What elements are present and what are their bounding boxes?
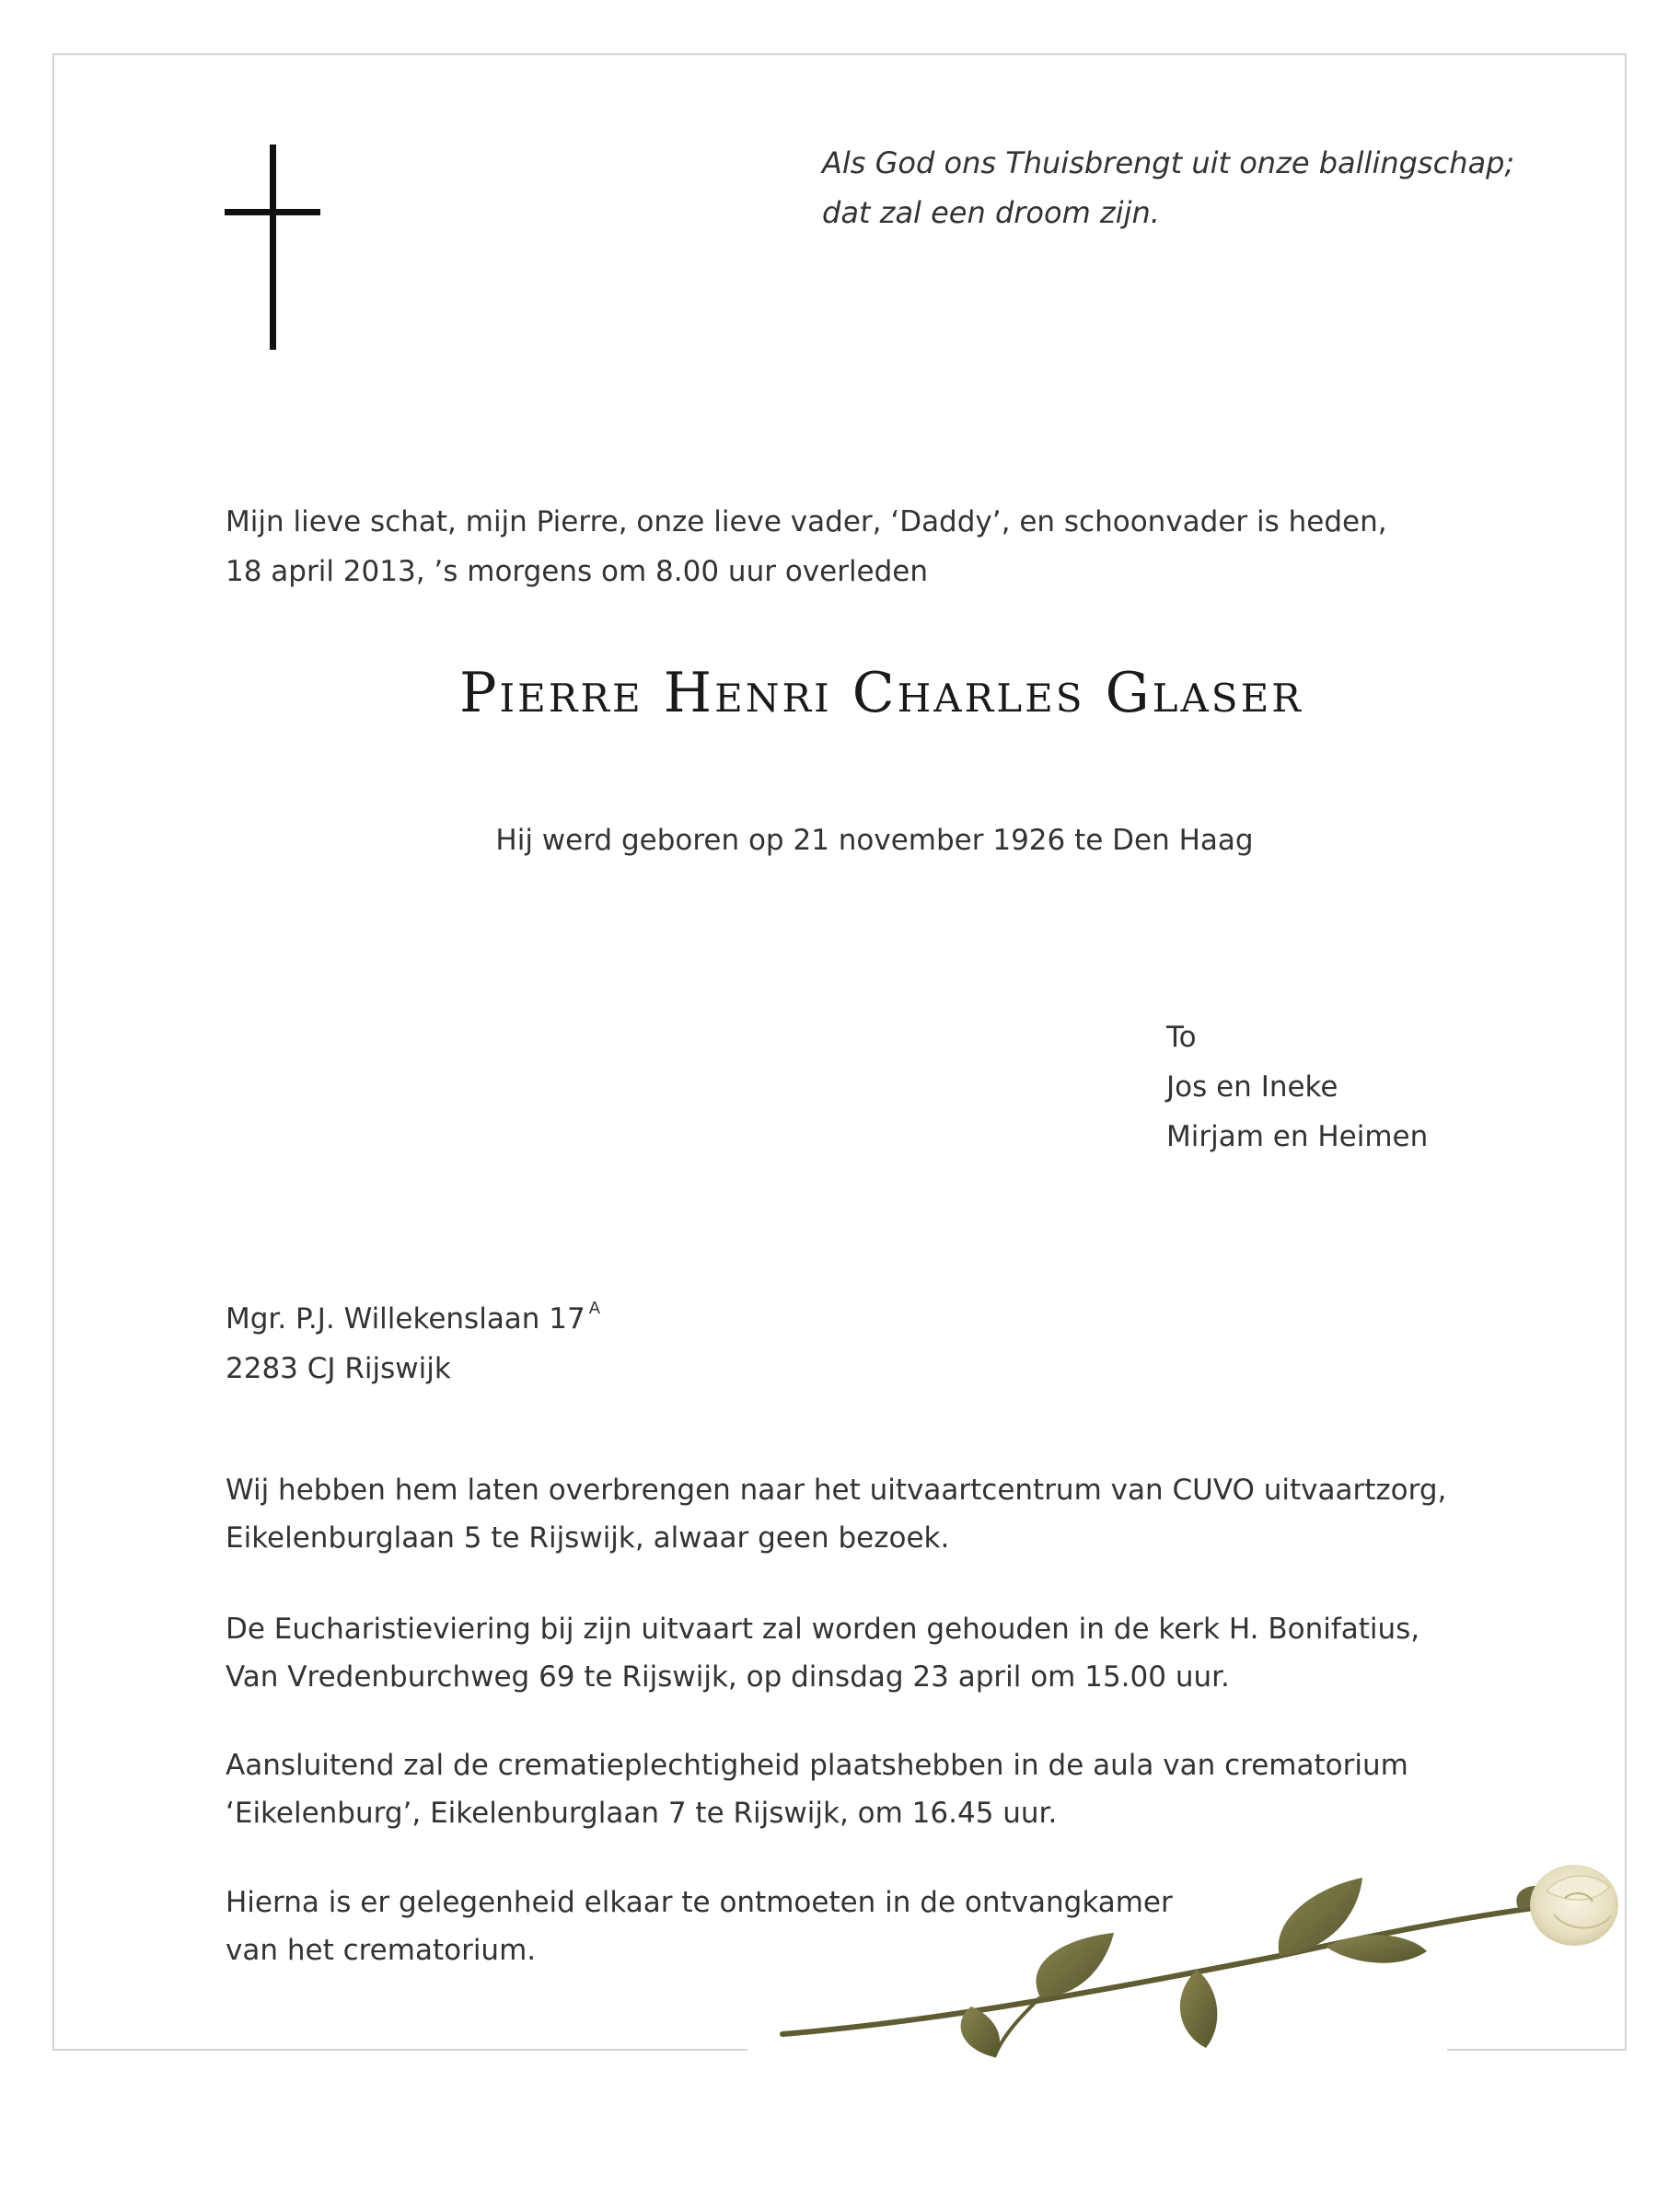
cross-icon: [225, 145, 320, 350]
announcement-intro: [226, 497, 1387, 596]
house-number-suffix: A: [588, 1299, 601, 1318]
paragraph-line: De Eucharistieviering bij zijn uitvaart zal worden gehouden in de kerk H. Bonifatius,: [226, 1613, 1420, 1646]
paragraph-line: Eikelenburglaan 5 te Rijswijk, alwaar geen bezoek.: [226, 1521, 950, 1555]
family-line: Jos en Ineke: [1166, 1070, 1338, 1104]
rose-illustration: [764, 1850, 1620, 2099]
motto-line: Als God ons Thuisbrengt uit onze ballingschap;: [822, 145, 1515, 180]
intro-line: Mijn lieve schat, mijn Pierre, onze lieve vader, ‘Daddy’, en schoonvader is heden,: [226, 505, 1387, 538]
correspondence-address: [226, 1284, 600, 1394]
family-line: Mirjam en Heimen: [1166, 1120, 1429, 1153]
paragraph-line: ‘Eikelenburg’, Eikelenburglaan 7 te Rijswijk, om 16.45 uur.: [226, 1797, 1058, 1830]
motto-verse: [822, 138, 1514, 237]
paragraph-line: Van Vredenburchweg 69 te Rijswijk, op dinsdag 23 april om 15.00 uur.: [226, 1660, 1230, 1694]
paragraph-line: Aansluitend zal de crematieplechtigheid plaatshebben in de aula van crematorium: [226, 1749, 1408, 1782]
intro-line: 18 april 2013, ’s morgens om 8.00 uur overleden: [226, 555, 929, 588]
paragraph-line: van het crematorium.: [226, 1934, 537, 1967]
paragraph-line: Hierna is er gelegenheid elkaar te ontmoeten in de ontvangkamer: [226, 1886, 1173, 1919]
family-line: To: [1166, 1021, 1197, 1054]
address-city: 2283 CJ Rijswijk: [226, 1352, 451, 1385]
motto-line: dat zal een droom zijn.: [822, 195, 1160, 230]
street-name: Mgr. P.J. Willekenslaan 17: [226, 1302, 585, 1336]
birth-info: Hij werd geboren op 21 november 1926 te Den Haag: [495, 824, 1254, 857]
deceased-name: Pierre Henri Charles Glaser: [459, 661, 1303, 725]
address-street: [226, 1284, 600, 1344]
paragraph-line: Wij hebben hem laten overbrengen naar het uitvaartcentrum van CUVO uitvaartzorg,: [226, 1474, 1447, 1507]
paragraph-transfer: [226, 1466, 1446, 1562]
paragraph-cremation: [226, 1741, 1408, 1837]
paragraph-eucharist: [226, 1605, 1419, 1701]
family-signatories: [1166, 1012, 1428, 1162]
